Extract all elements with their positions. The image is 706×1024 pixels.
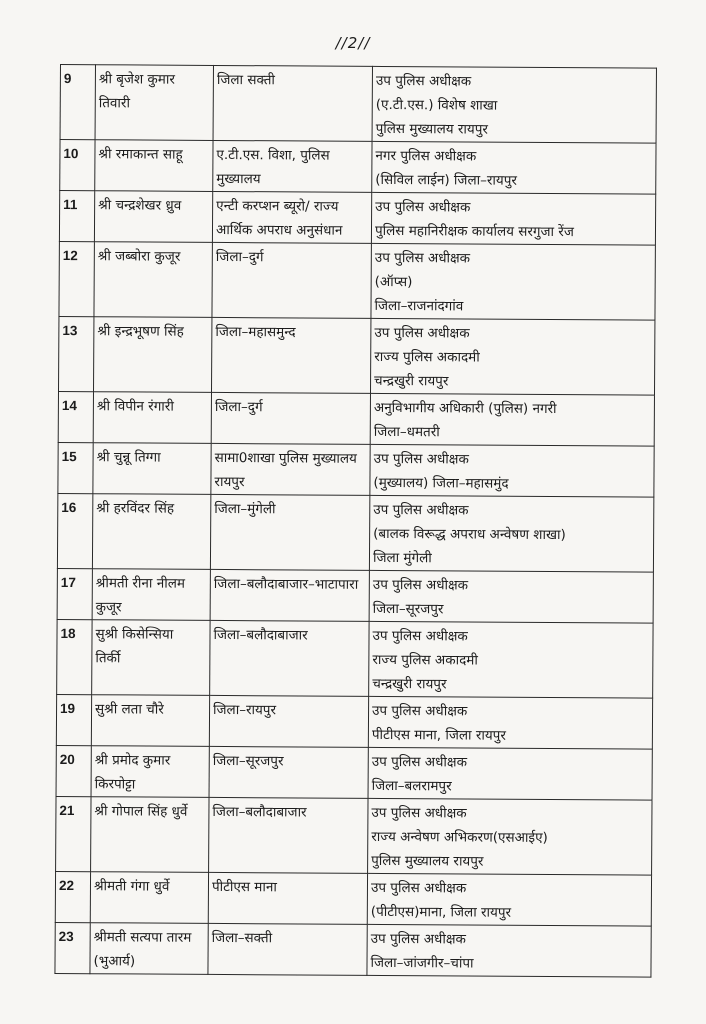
serial-number-cell: 13 xyxy=(58,316,93,391)
officer-name-cell xyxy=(90,872,208,924)
new-posting-cell-line: (मुख्यालय) जिला–महासमुंद xyxy=(373,474,509,492)
new-posting-cell xyxy=(369,495,653,572)
new-posting-cell-line: जिला मुंगेली xyxy=(372,549,432,567)
new-posting-cell-line: राज्य पुलिस अकादमी xyxy=(372,651,478,669)
serial-number-cell: 16 xyxy=(57,493,92,568)
officer-name-cell-line: श्रीमती रीना नीलम xyxy=(95,575,186,592)
new-posting-cell-line: उप पुलिस अधीक्षक xyxy=(372,576,469,594)
current-posting-cell-line: ए.टी.एस. विशा, पुलिस xyxy=(216,146,330,164)
new-posting-cell-line: (सिविल लाईन) जिला–रायपुर xyxy=(375,171,517,189)
officer-name-cell-line: श्रीमती सत्यपा तारम xyxy=(93,929,192,946)
table-row xyxy=(55,922,651,977)
new-posting-cell-line: उप पुलिस अधीक्षक xyxy=(373,501,469,519)
serial-number-cell: 23 xyxy=(55,922,90,973)
officer-name-cell-line: श्री प्रमोद कुमार xyxy=(94,752,171,769)
serial-number-cell: 10 xyxy=(60,140,95,191)
new-posting-cell-line: उप पुलिस अधीक्षक xyxy=(370,930,466,948)
current-posting-cell xyxy=(208,872,367,924)
posting-table-body xyxy=(55,65,657,978)
current-posting-cell xyxy=(212,191,371,243)
new-posting-cell-line: राज्य अन्वेषण अभिकरण(एसआईए) xyxy=(371,828,548,846)
table-row xyxy=(56,745,652,800)
current-posting-cell-line: जिला–बलौदाबाजार–भाटापारा xyxy=(213,575,359,593)
new-posting-cell-line: (बालक विरूद्ध अपराध अन्वेषण शाखा) xyxy=(373,525,566,544)
current-posting-cell-line: जिला–दुर्ग xyxy=(215,248,264,266)
new-posting-cell xyxy=(372,141,656,194)
current-posting-cell-line: पीटीएस माना xyxy=(211,878,277,896)
officer-name-cell xyxy=(95,140,213,192)
serial-number-cell: 11 xyxy=(59,191,94,242)
serial-number-cell: 18 xyxy=(57,619,92,694)
new-posting-cell-line: जिला–बलरामपुर xyxy=(371,777,452,795)
current-posting-cell xyxy=(210,569,369,621)
new-posting-cell-line: (ए.टी.एस.) विशेष शाखा xyxy=(375,96,498,114)
officer-name-cell-line: श्री बृजेश कुमार xyxy=(98,71,175,88)
table-row xyxy=(57,619,653,698)
officer-name-cell xyxy=(93,392,211,444)
serial-number-cell: 9 xyxy=(60,65,95,140)
new-posting-cell-line: पुलिस महानिरीक्षक कार्यालय सरगुजा रेंज xyxy=(374,222,574,241)
current-posting-cell xyxy=(210,494,369,570)
table-row xyxy=(60,140,656,195)
posting-table xyxy=(54,64,657,978)
current-posting-cell-line: जिला–सूरजपुर xyxy=(212,752,284,770)
new-posting-cell xyxy=(370,318,654,395)
new-posting-cell-line: जिला–सूरजपुर xyxy=(372,600,444,618)
officer-name-cell-line: श्रीमती गंगा धुर्वे xyxy=(93,878,170,895)
new-posting-cell xyxy=(371,243,655,320)
current-posting-cell xyxy=(209,797,368,873)
new-posting-cell-line: चन्द्रखुरी रायपुर xyxy=(374,372,449,390)
table-row xyxy=(59,241,655,320)
new-posting-cell xyxy=(371,192,655,245)
table-row xyxy=(57,568,653,623)
new-posting-cell-line: उप पुलिस अधीक्षक xyxy=(371,804,467,822)
table-row xyxy=(57,493,653,572)
table-row xyxy=(59,191,655,246)
new-posting-cell xyxy=(368,798,652,875)
serial-number-cell: 17 xyxy=(57,568,92,619)
current-posting-cell-line: सामा0शाखा पुलिस मुख्यालय xyxy=(214,449,357,467)
current-posting-cell-line: जिला–बलौदाबाजार xyxy=(212,803,307,821)
new-posting-cell-line: उप पुलिस अधीक्षक xyxy=(374,249,471,267)
new-posting-cell xyxy=(368,696,652,749)
officer-name-cell xyxy=(93,443,211,495)
new-posting-cell xyxy=(370,393,654,446)
new-posting-cell-line: पुलिस मुख्यालय रायपुर xyxy=(371,852,484,870)
new-posting-cell xyxy=(369,570,653,623)
table-row xyxy=(58,391,654,446)
officer-name-cell-line: श्री चन्द्रशेखर ध्रुव xyxy=(98,197,182,214)
officer-name-cell xyxy=(91,797,209,873)
serial-number-cell: 14 xyxy=(58,391,93,442)
officer-name-cell xyxy=(91,695,209,747)
officer-name-cell xyxy=(95,65,213,141)
officer-name-cell-line: श्री रमाकान्त साहू xyxy=(98,146,183,163)
new-posting-cell-line: जिला–जांजगीर–चांपा xyxy=(370,954,474,972)
page-number: //2// xyxy=(335,34,371,52)
new-posting-cell xyxy=(370,444,654,497)
officer-name-cell-line: कुजूर xyxy=(95,599,122,616)
serial-number-cell: 12 xyxy=(59,241,94,316)
new-posting-cell-line: उप पुलिस अधीक्षक xyxy=(375,198,471,216)
officer-name-cell-line: किरपोट्टा xyxy=(94,776,136,793)
current-posting-cell-line: एन्टी करप्शन ब्यूरो/ राज्य xyxy=(216,197,339,215)
officer-name-cell xyxy=(93,317,211,393)
officer-name-cell-line: श्री हरविंदर सिंह xyxy=(96,500,175,517)
serial-number-cell: 21 xyxy=(56,796,91,871)
new-posting-cell-line: राज्य पुलिस अकादमी xyxy=(374,348,480,366)
new-posting-cell-line: जिला–धमतरी xyxy=(373,423,440,441)
officer-name-cell-line: तिर्की xyxy=(95,650,121,667)
new-posting-cell-line: उप पुलिस अधीक्षक xyxy=(374,324,470,342)
current-posting-cell-line: जिला–मुंगेली xyxy=(214,500,276,518)
officer-name-cell xyxy=(90,923,208,975)
new-posting-cell xyxy=(372,66,656,143)
new-posting-cell-line: (ऑप्स) xyxy=(374,273,413,291)
new-posting-cell-line: अनुविभागीय अधिकारी (पुलिस) नगरी xyxy=(373,399,557,418)
officer-name-cell-line: श्री इन्द्रभूषण सिंह xyxy=(97,323,184,340)
new-posting-cell-line: जिला–राजनांदगांव xyxy=(374,297,464,315)
officer-name-cell xyxy=(92,494,210,570)
new-posting-cell-line: उप पुलिस अधीक्षक xyxy=(372,702,468,720)
new-posting-cell-line: (पीटीएस)माना, जिला रायपुर xyxy=(370,903,512,921)
new-posting-cell-line: पुलिस मुख्यालय रायपुर xyxy=(375,120,488,138)
new-posting-cell-line: पीटीएस माना, जिला रायपुर xyxy=(371,726,506,744)
current-posting-cell xyxy=(211,317,370,393)
current-posting-cell xyxy=(209,746,368,798)
officer-name-cell-line: सुश्री लता चौरे xyxy=(95,701,164,718)
table-row xyxy=(56,796,652,875)
officer-name-cell-line: श्री जब्बोरा कुजूर xyxy=(97,248,181,265)
new-posting-cell-line: नगर पुलिस अधीक्षक xyxy=(375,147,477,165)
table-row xyxy=(58,316,654,395)
serial-number-cell: 20 xyxy=(56,745,91,796)
new-posting-cell-line: उप पुलिस अधीक्षक xyxy=(375,72,472,90)
new-posting-cell-line: उप पुलिस अधीक्षक xyxy=(372,627,468,645)
officer-name-cell xyxy=(91,746,209,798)
table-row xyxy=(56,694,652,749)
current-posting-cell-line: जिला–रायपुर xyxy=(213,701,277,719)
officer-name-cell xyxy=(94,242,212,318)
current-posting-cell-line: जिला सक्ती xyxy=(216,71,275,89)
new-posting-cell-line: उप पुलिस अधीक्षक xyxy=(373,450,469,468)
officer-name-cell-line: सुश्री किसेन्सिया xyxy=(95,626,174,643)
current-posting-cell-line: जिला–महासमुन्द xyxy=(215,323,296,341)
officer-name-cell-line: तिवारी xyxy=(98,95,131,112)
serial-number-cell: 19 xyxy=(56,694,91,745)
new-posting-cell xyxy=(367,924,651,977)
officer-name-cell xyxy=(92,620,210,696)
current-posting-cell-line: आर्थिक अपराध अनुसंधान xyxy=(215,221,343,239)
table-row xyxy=(58,442,654,497)
current-posting-cell-line: जिला–सक्ती xyxy=(211,929,273,947)
current-posting-cell-line: मुख्यालय xyxy=(216,170,261,188)
current-posting-cell xyxy=(209,695,368,747)
current-posting-cell xyxy=(208,923,367,975)
officer-name-cell xyxy=(92,569,210,621)
current-posting-cell xyxy=(213,65,372,141)
new-posting-cell-line: चन्द्रखुरी रायपुर xyxy=(372,675,447,693)
officer-name-cell-line: श्री विपीन रंगारी xyxy=(96,398,174,415)
current-posting-cell xyxy=(211,443,370,495)
current-posting-cell xyxy=(210,620,369,696)
new-posting-cell xyxy=(369,621,653,698)
table-row xyxy=(55,871,651,926)
current-posting-cell xyxy=(213,140,372,192)
officer-name-cell xyxy=(94,191,212,243)
current-posting-cell-line: जिला–दुर्ग xyxy=(214,398,263,416)
new-posting-cell xyxy=(367,873,651,926)
serial-number-cell: 15 xyxy=(58,442,93,493)
new-posting-cell-line: उप पुलिस अधीक्षक xyxy=(370,879,467,897)
serial-number-cell: 22 xyxy=(55,871,90,922)
table-row xyxy=(60,65,656,144)
officer-name-cell-line: श्री गोपाल सिंह धुर्वे xyxy=(94,803,188,820)
current-posting-cell-line: रायपुर xyxy=(214,473,245,491)
officer-name-cell-line: श्री चुन्नू तिग्गा xyxy=(96,449,161,466)
current-posting-cell xyxy=(211,392,370,444)
new-posting-cell xyxy=(368,747,652,800)
current-posting-cell xyxy=(212,242,371,318)
current-posting-cell-line: जिला–बलौदाबाजार xyxy=(213,626,308,644)
new-posting-cell-line: उप पुलिस अधीक्षक xyxy=(371,753,468,771)
officer-name-cell-line: (भुआर्य) xyxy=(93,953,136,970)
